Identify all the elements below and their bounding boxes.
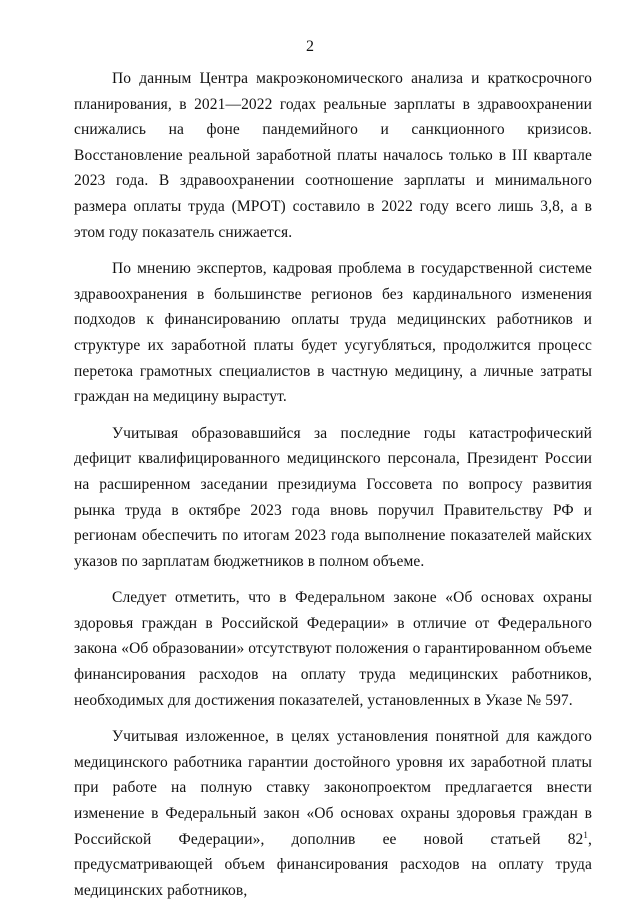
proposal-text-start: Учитывая изложенное, в целях установления понятной для каждого медицинского работника гарантии достойного уровня их заработной платы при работе на полную ставку законопроектом предлагается внести изменение в Федеральный закон «Об основах охраны здоровья граждан в Российской Федерации», дополнив ее новой статьей 82 <box>74 728 592 848</box>
page-number: 2 <box>306 38 314 55</box>
document-body <box>74 66 592 914</box>
paragraph-expert-opinion: По мнению экспертов, кадровая проблема в государственной системе здравоохранения в большинстве регионов без кардинального изменения подходов к финансированию оплаты труда медицинских работников и структуре их заработной платы будет усугубляться, продолжится процесс перетока грамотных специалистов в частную медицину, а личные затраты граждан на медицину вырастут. <box>74 260 592 406</box>
paragraph-presidential-order: Учитывая образовавшийся за последние годы катастрофический дефицит квалифицированного медицинского персонала, Президент России на расширенном заседании президиума Госсовета по вопросу развития рынка труда в октябре 2023 года вновь поручил Правительству РФ и регионам обеспечить по итогам 2023 года выполнение показателей майских указов по зарплатам бюджетников в полном объеме. <box>74 424 592 570</box>
paragraph-law-comparison: Следует отметить, что в Федеральном законе «Об основах охраны здоровья граждан в Российской Федерации» в отличие от Федерального закона «Об образовании» отсутствуют положения о гарантированном объеме финансирования расходов на оплату труда медицинских работников, необходимых для достижения показателей, установленных в Указе № 597. <box>74 589 592 709</box>
paragraph-bill-proposal <box>74 724 592 903</box>
article-superscript: 1 <box>583 829 589 840</box>
paragraph-salary-statistics: По данным Центра макроэкономического анализа и краткосрочного планирования, в 2021—2022 годах реальные зарплаты в здравоохранении снижались на фоне пандемийного и санкционного кризисов. Восстановление реальной заработной платы началось только в III квартале 2023 года. В здравоохранении соотношение зарплаты и минимального размера оплаты труда (МРОТ) составило в 2022 году всего лишь 3,8, а в этом году показатель снижается. <box>74 70 592 241</box>
proposal-text-end: , предусматривающей объем финансирования расходов на оплату труда медицинских работников, <box>74 830 592 899</box>
